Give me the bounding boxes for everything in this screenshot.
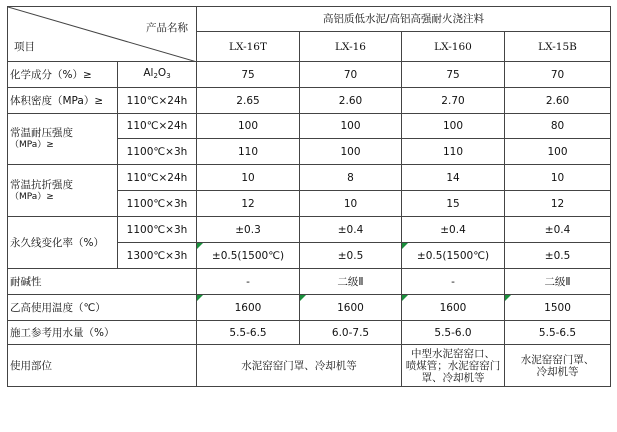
corner-item: 项目 bbox=[14, 41, 35, 53]
row-usage bbox=[8, 345, 611, 387]
value-cell: - bbox=[197, 269, 300, 295]
row-label-linear: 永久线变化率（%） bbox=[8, 217, 118, 269]
row-alkali bbox=[8, 269, 611, 295]
value-cell: ±0.4 bbox=[402, 217, 505, 243]
value-cell: 75 bbox=[402, 62, 505, 88]
row-max-temp bbox=[8, 295, 611, 321]
value-cell: 5.5-6.5 bbox=[197, 321, 300, 345]
value-cell: 2.70 bbox=[402, 88, 505, 114]
product-header: LX-160 bbox=[402, 32, 505, 62]
row-label-max-temp: 乙高使用温度（℃） bbox=[8, 295, 197, 321]
value-cell: ±0.4 bbox=[505, 217, 611, 243]
row-label-alkali: 耐碱性 bbox=[8, 269, 197, 295]
value-cell: 100 bbox=[197, 114, 300, 139]
header-row-1 bbox=[8, 7, 611, 32]
value-cell: 12 bbox=[197, 191, 300, 217]
value-cell: ±0.3 bbox=[197, 217, 300, 243]
value-cell: 10 bbox=[300, 191, 402, 217]
value-cell: 2.60 bbox=[300, 88, 402, 114]
value-cell: 5.5-6.5 bbox=[505, 321, 611, 345]
condition-cell: 1300℃×3h bbox=[118, 243, 197, 269]
row-density bbox=[8, 88, 611, 114]
value-cell: 100 bbox=[300, 114, 402, 139]
product-header: LX-15B bbox=[505, 32, 611, 62]
value-cell: 10 bbox=[197, 165, 300, 191]
value-cell: 15 bbox=[402, 191, 505, 217]
row-flex-1 bbox=[8, 165, 611, 191]
condition-cell: $Al_2O_3$ bbox=[118, 62, 197, 88]
product-header: LX-16 bbox=[300, 32, 402, 62]
value-cell: ±0.5 bbox=[505, 243, 611, 269]
row-label-chemical: 化学成分（%）≥ bbox=[8, 62, 118, 88]
value-cell: 2.60 bbox=[505, 88, 611, 114]
value-cell: 100 bbox=[300, 139, 402, 165]
value-cell: 5.5-6.0 bbox=[402, 321, 505, 345]
condition-cell: 1100℃×3h bbox=[118, 139, 197, 165]
value-cell: 75 bbox=[197, 62, 300, 88]
value-cell: 1600 bbox=[197, 295, 300, 321]
corner-diagonal bbox=[8, 7, 197, 62]
corner-header-cell bbox=[8, 7, 197, 62]
usage-combined-cell: 水泥窑窑门罩、冷却机等 bbox=[197, 345, 402, 387]
value-cell: 二级Ⅱ bbox=[505, 269, 611, 295]
condition-cell: 110℃×24h bbox=[118, 88, 197, 114]
value-cell: 12 bbox=[505, 191, 611, 217]
row-label-usage: 使用部位 bbox=[8, 345, 197, 387]
row-label-density: 体积密度（MPa）≥ bbox=[8, 88, 118, 114]
corner-product-name: 产品名称 bbox=[146, 22, 188, 34]
value-cell: ±0.4 bbox=[300, 217, 402, 243]
value-cell: 70 bbox=[300, 62, 402, 88]
group-header: 高铝质低水泥/高铝高强耐火浇注料 bbox=[197, 7, 611, 32]
value-cell: 80 bbox=[505, 114, 611, 139]
value-cell: - bbox=[402, 269, 505, 295]
value-cell: 1600 bbox=[300, 295, 402, 321]
condition-cell: 110℃×24h bbox=[118, 165, 197, 191]
condition-cell: 1100℃×3h bbox=[118, 217, 197, 243]
value-cell: ±0.5(1500℃) bbox=[402, 243, 505, 269]
row-label-flex: 常温抗折强度 （MPa）≥ bbox=[8, 165, 118, 217]
value-cell: 1600 bbox=[402, 295, 505, 321]
value-cell: 1500 bbox=[505, 295, 611, 321]
spec-table bbox=[7, 6, 611, 387]
value-cell: 70 bbox=[505, 62, 611, 88]
row-water bbox=[8, 321, 611, 345]
value-cell: 6.0-7.5 bbox=[300, 321, 402, 345]
value-cell: ±0.5 bbox=[300, 243, 402, 269]
value-cell: 100 bbox=[402, 114, 505, 139]
row-compress-1 bbox=[8, 114, 611, 139]
usage-cell-lx15b: 水泥窑窑门罩、 冷却机等 bbox=[505, 345, 611, 387]
value-cell: 10 bbox=[505, 165, 611, 191]
row-linear-1 bbox=[8, 217, 611, 243]
row-label-compress: 常温耐压强度 （MPa）≥ bbox=[8, 114, 118, 165]
row-label-water: 施工参考用水量（%） bbox=[8, 321, 197, 345]
value-cell: 14 bbox=[402, 165, 505, 191]
condition-cell: 1100℃×3h bbox=[118, 191, 197, 217]
value-cell: ±0.5(1500℃) bbox=[197, 243, 300, 269]
value-cell: 8 bbox=[300, 165, 402, 191]
value-cell: 110 bbox=[402, 139, 505, 165]
row-chemical bbox=[8, 62, 611, 88]
usage-cell-lx160: 中型水泥窑窑口、 喷煤管；水泥窑窑门 罩、冷却机等 bbox=[402, 345, 505, 387]
condition-cell: 110℃×24h bbox=[118, 114, 197, 139]
value-cell: 二级Ⅱ bbox=[300, 269, 402, 295]
product-header: LX-16T bbox=[197, 32, 300, 62]
value-cell: 2.65 bbox=[197, 88, 300, 114]
value-cell: 100 bbox=[505, 139, 611, 165]
value-cell: 110 bbox=[197, 139, 300, 165]
